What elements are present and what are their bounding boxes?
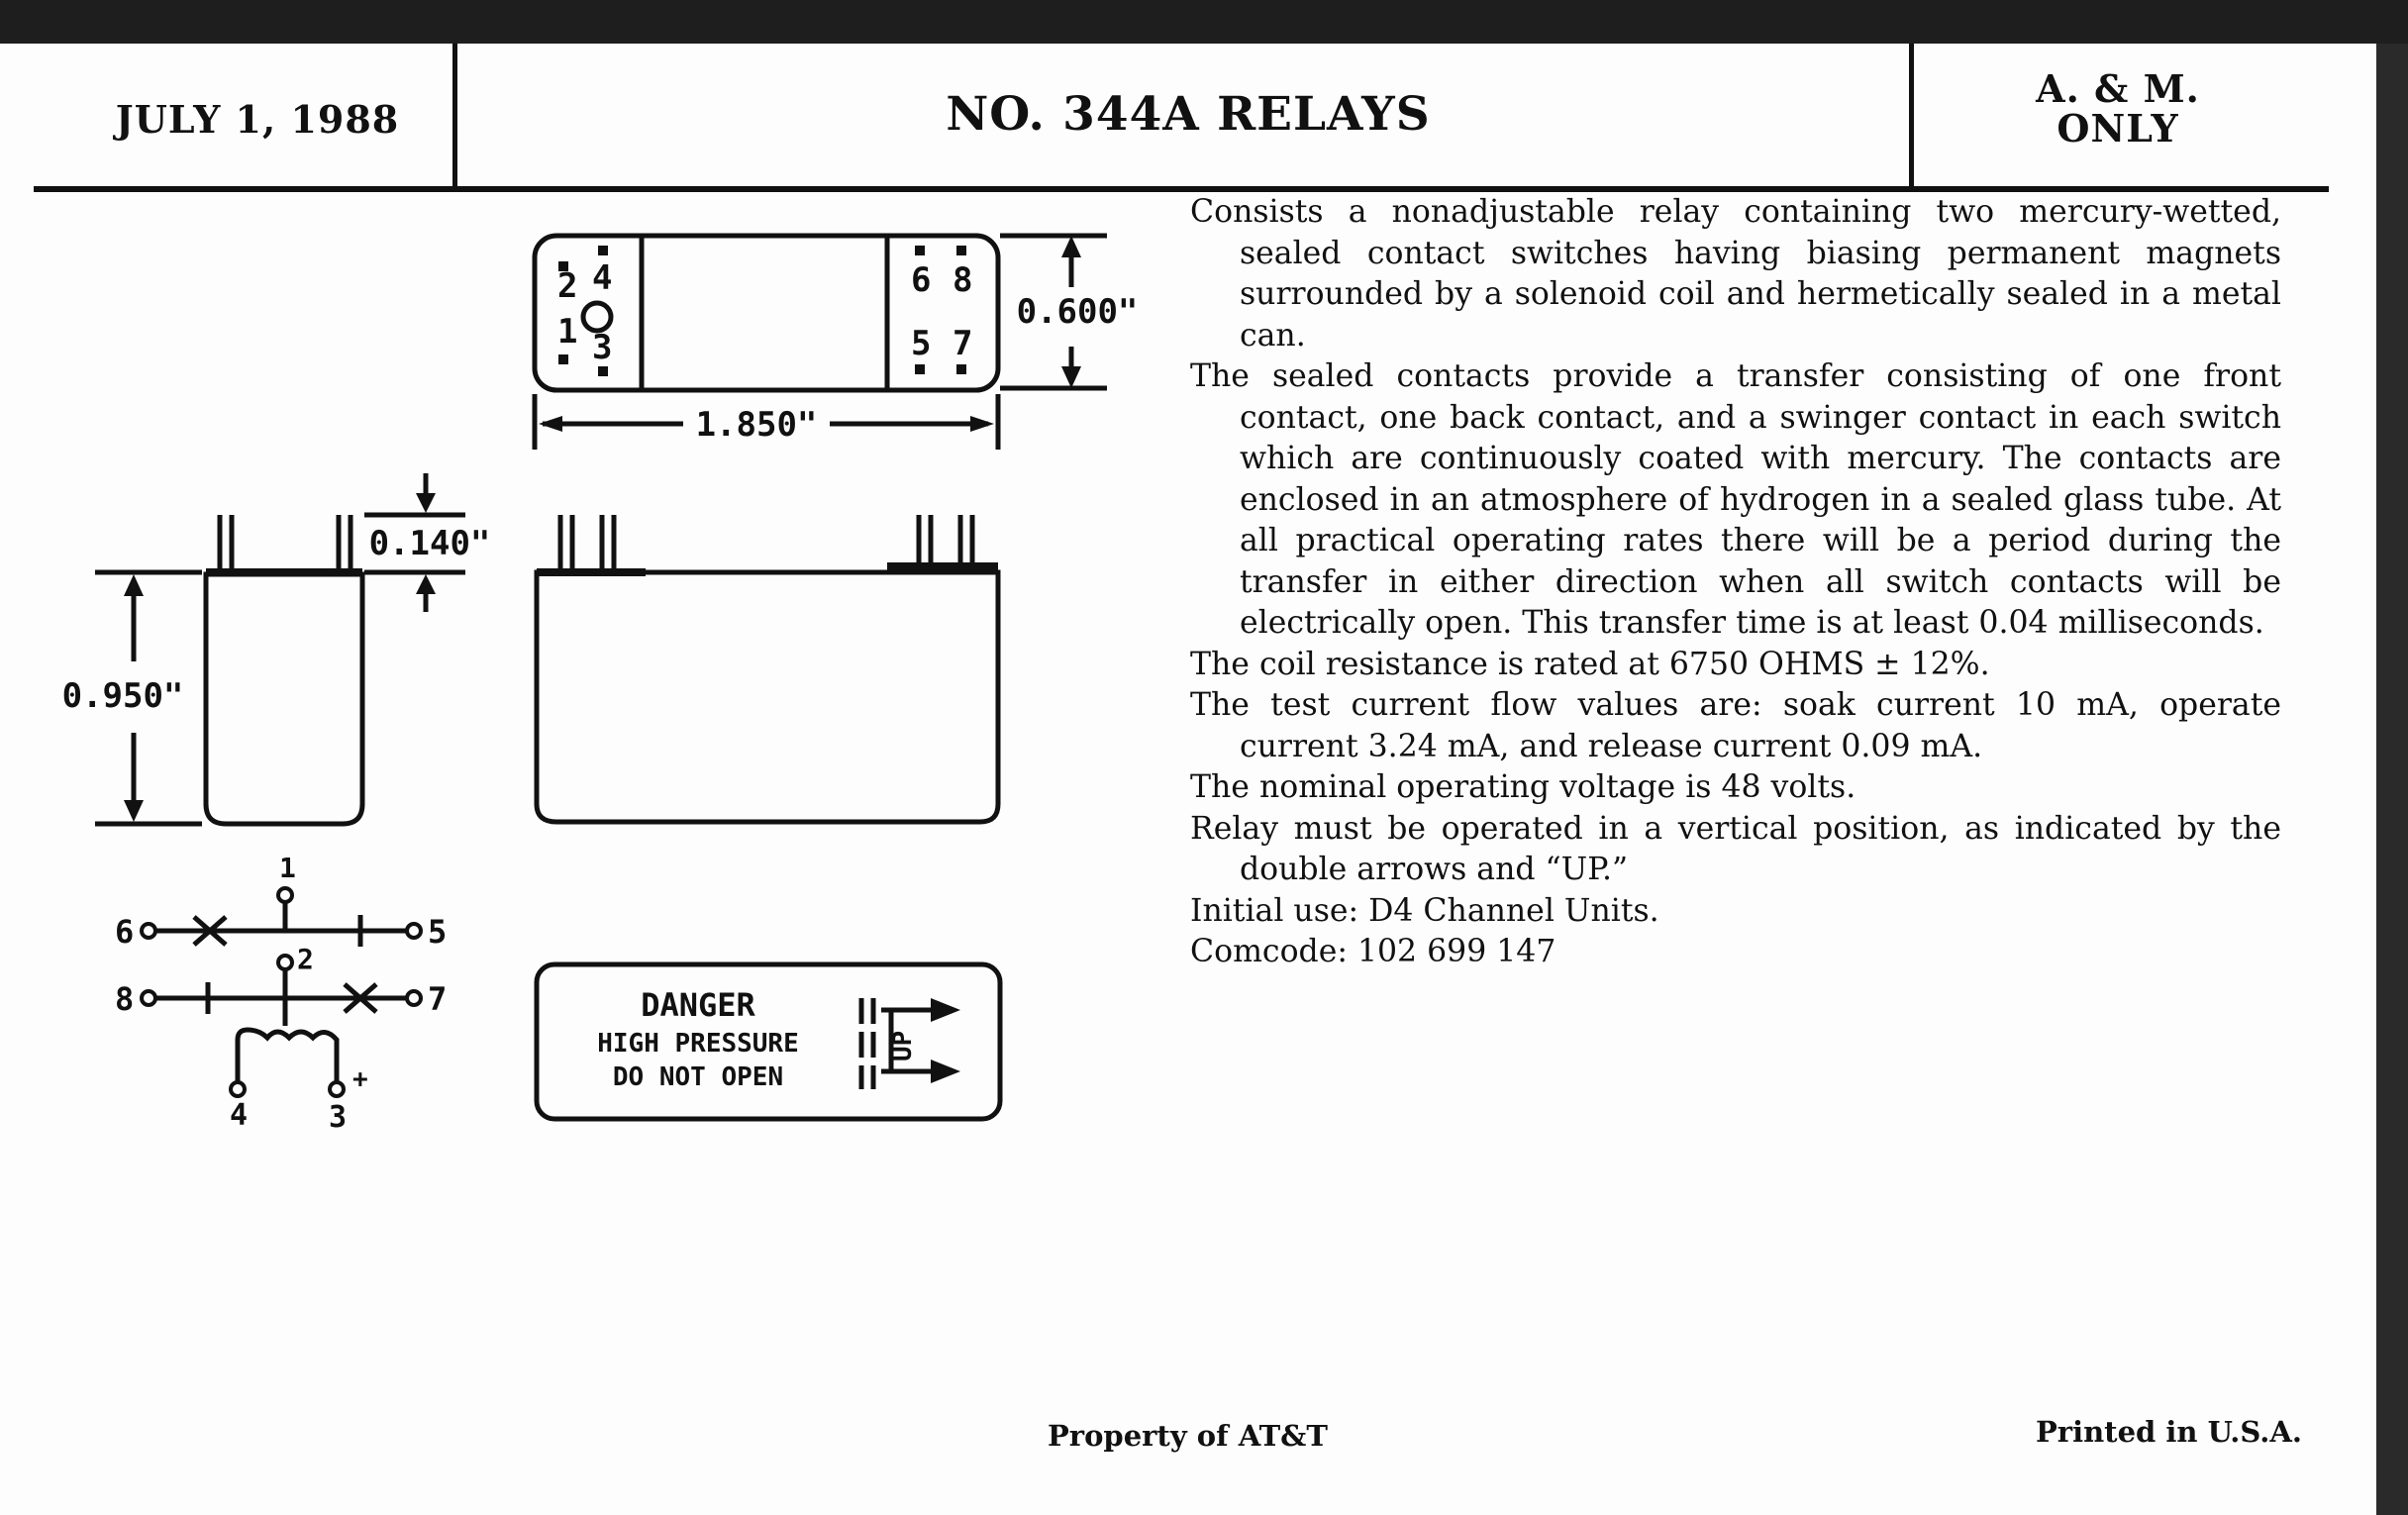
pin-label: 3 <box>592 328 613 367</box>
schematic-label: 7 <box>428 980 448 1018</box>
restriction-line-1: A. & M. <box>2036 66 2200 111</box>
pin-label: 4 <box>592 258 613 298</box>
schematic-label: 5 <box>428 913 448 951</box>
schematic-label: + <box>352 1064 368 1094</box>
front-view-outline <box>537 572 998 822</box>
document-title: NO. 344A RELAYS <box>946 87 1431 142</box>
schematic-label: 1 <box>279 852 296 884</box>
schematic-label: 8 <box>115 980 135 1018</box>
scan-edge <box>2376 44 2408 1515</box>
pin-label: 1 <box>557 312 578 352</box>
description-paragraph: The nominal operating voltage is 48 volts. <box>1190 769 1856 805</box>
description-paragraph: Relay must be operated in a vertical position, as indicated by the double arrows and “UP.” <box>1190 810 2281 887</box>
restriction-line-2: ONLY <box>2057 106 2179 151</box>
relay-description <box>1190 192 2281 973</box>
warning-text: DO NOT OPEN <box>612 1062 784 1092</box>
description-paragraph: The test current flow values are: soak current 10 mA, operate current 3.24 mA, and release current 0.09 mA. <box>1190 687 2281 764</box>
schematic-label: 3 <box>329 1100 348 1135</box>
coil-symbol <box>238 1030 337 1089</box>
terminal-dimension: 0.140" <box>368 524 491 563</box>
orientation-circle <box>583 303 611 331</box>
schematic-label: 4 <box>230 1098 249 1133</box>
pin-label: 8 <box>953 260 973 300</box>
restriction-note <box>1915 66 2321 151</box>
issue-date: JULY 1, 1988 <box>115 97 400 142</box>
description-paragraph: The coil resistance is rated at 6750 OHMS ± 12%. <box>1190 646 1990 682</box>
description-paragraph: The sealed contacts provide a transfer consisting of one front contact, one back contact, and a swinger contact in each switch which are continuously coated with mercury. The contacts are enclosed in an atmosphere of hydrogen in a sealed glass tube. At all practical operating rates there will be a period during the transfer in either direction when all switch contacts will be electrically open. This transfer time is at least 0.04 milliseconds. <box>1190 358 2281 641</box>
warning-text: DANGER <box>641 986 755 1024</box>
warning-text: HIGH PRESSURE <box>597 1029 799 1059</box>
schematic-label: 6 <box>115 913 135 951</box>
printed-notice: Printed in U.S.A. <box>2036 1415 2302 1449</box>
width-dimension: 1.850" <box>695 405 818 445</box>
description-paragraph: Consists a nonadjustable relay containing two mercury-wetted, sealed contact switches having biasing permanent magnets surrounded by a solenoid coil and hermetically sealed in a metal can. <box>1190 194 2281 354</box>
height-dimension: 0.950" <box>61 676 184 716</box>
side-view-outline <box>206 574 362 824</box>
property-notice: Property of AT&T <box>1048 1419 1328 1453</box>
relay-drawing <box>0 0 1168 1168</box>
depth-dimension: 0.600" <box>1016 292 1139 332</box>
schematic-label: 2 <box>297 943 314 975</box>
pin-label: 7 <box>953 324 973 363</box>
description-paragraph: Comcode: 102 699 147 <box>1190 934 1556 969</box>
pin-label: 2 <box>557 266 578 306</box>
description-paragraph: Initial use: D4 Channel Units. <box>1190 892 1659 929</box>
pin-label: 5 <box>911 324 932 363</box>
up-label: UP <box>888 1030 918 1061</box>
pin-label: 6 <box>911 260 932 300</box>
